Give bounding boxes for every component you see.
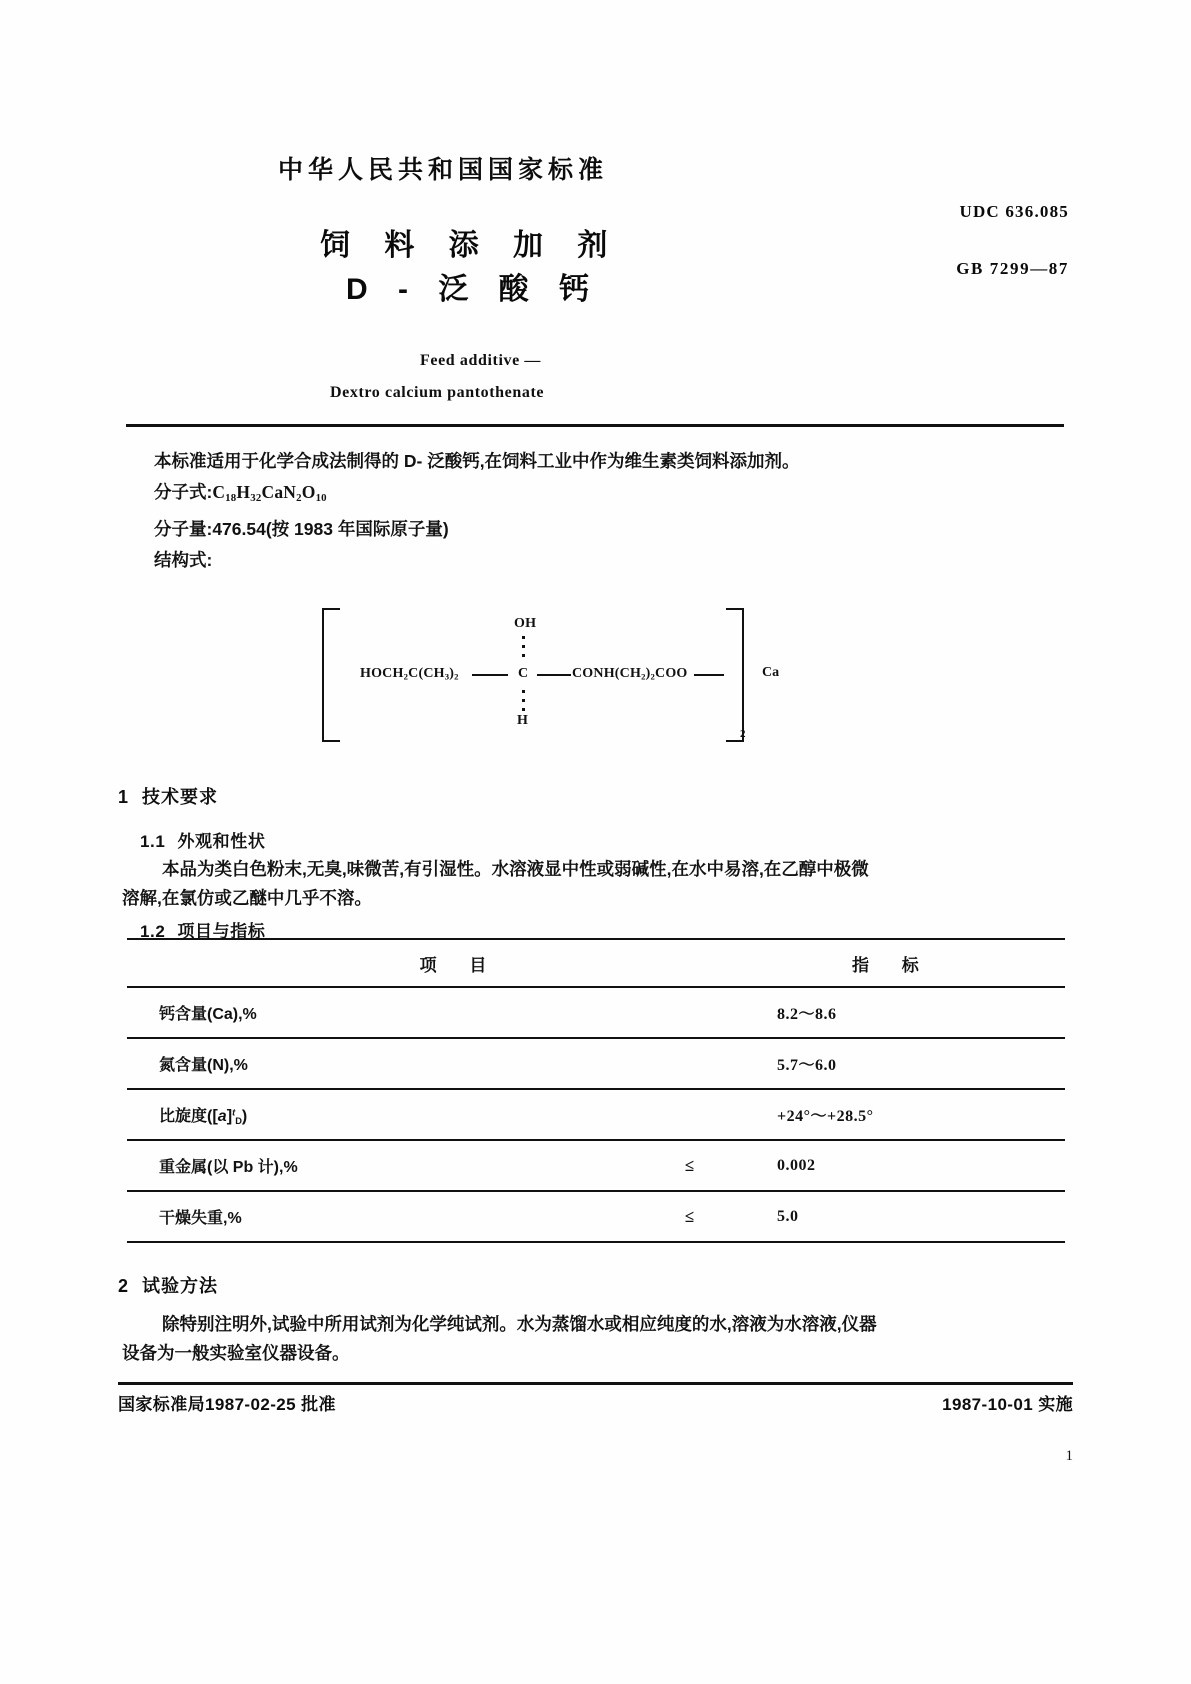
right-fragment: $CONH(CH_2)_2COO$: [572, 666, 688, 682]
section-1-title: 技术要求: [142, 787, 219, 807]
row-item-cell: [127, 987, 642, 1038]
row-item-label: 干燥失重,%: [159, 1210, 242, 1227]
english-title-block: [150, 345, 1050, 409]
bracket-subscript: 2: [740, 728, 746, 740]
row-operator-cell: [642, 1038, 737, 1089]
molecular-weight-line: 分子量:476.54(按 1983 年国际原子量): [154, 519, 449, 540]
section-2-body-line2: 设备为一般实验室仪器设备。: [122, 1343, 350, 1363]
standard-number: GB 7299—87: [956, 259, 1069, 278]
udc-code: UDC 636.085: [959, 202, 1069, 221]
page-number: 1: [1065, 1448, 1073, 1464]
table-row: [127, 987, 1065, 1038]
molecular-formula-label: 分子式:: [154, 482, 213, 502]
bond-up-dotted-icon: [522, 636, 525, 657]
cation-label: Ca: [762, 665, 780, 680]
section-1-1-title: 外观和性状: [177, 832, 266, 851]
center-carbon: C: [518, 666, 529, 681]
row-item-label: 比旋度$([a]^tD)$: [159, 1107, 248, 1126]
molecular-formula-line: [154, 477, 1054, 514]
row-spec-cell: [737, 1089, 1065, 1140]
section-1-1-body: [122, 855, 1052, 913]
english-title-line1: Feed additive —: [420, 351, 541, 369]
row-item-label: 重金属(以 Pb 计),%: [159, 1159, 298, 1176]
section-1-1-number: 1.1: [140, 832, 166, 851]
row-item-cell: [127, 1038, 642, 1089]
hydroxyl-group: OH: [514, 616, 537, 631]
row-item-label: 氮含量(N),%: [159, 1057, 248, 1074]
page-title-line2: D - 泛 酸 钙: [346, 273, 600, 307]
section-1-1-body-line1: 本品为类白色粉末,无臭,味微苦,有引湿性。水溶液显中性或弱碱性,在水中易溶,在乙醇中极微: [162, 859, 869, 879]
row-spec-cell: [737, 1038, 1065, 1089]
scope-paragraph: [154, 446, 1054, 576]
hydrogen-atom: H: [517, 713, 529, 728]
row-item-cell: [127, 1191, 642, 1242]
bond-down-dotted-icon: [522, 690, 525, 711]
specification-table: [127, 938, 1065, 1243]
row-spec-value: 0.002: [777, 1156, 816, 1174]
bond-far-right-icon: [694, 674, 724, 676]
left-fragment: $HOCH_2C(CH_3)_2$: [360, 666, 459, 682]
column-header-indicator: 指 标: [852, 955, 933, 975]
masthead-divider: [126, 424, 1064, 427]
row-operator-cell: [642, 1191, 737, 1242]
row-operator-cell: [642, 987, 737, 1038]
row-item-cell: [127, 1140, 642, 1191]
bracket-right-icon: [726, 608, 744, 742]
row-spec-value: +24°～+28.5°: [777, 1108, 874, 1125]
row-spec-cell: [737, 1140, 1065, 1191]
section-1-heading: [118, 783, 218, 809]
table-header-item-cell: [127, 939, 737, 987]
row-spec-cell: [737, 1191, 1065, 1242]
molecular-formula-value: $C_{18}H_{32}CaN_2O_{10}$: [212, 482, 327, 505]
section-2-body: [122, 1310, 1052, 1368]
section-1-number: 1: [118, 787, 130, 807]
scope-line1: 本标准适用于化学合成法制得的 D- 泛酸钙,在饲料工业中作为维生素类饲料添加剂。: [154, 451, 800, 471]
footer-divider: [118, 1382, 1073, 1385]
structure-label: 结构式:: [154, 550, 213, 571]
bracket-left-icon: [322, 608, 340, 742]
section-2-heading: [118, 1272, 218, 1298]
section-1-2-title: 项目与指标: [177, 922, 266, 941]
section-1-2-number: 1.2: [140, 922, 166, 941]
implementation-info: 1987-10-01 实施: [942, 1395, 1073, 1414]
main-title-block: [150, 224, 1050, 313]
page-title-line1: 饲 料 添 加 剂: [320, 229, 621, 262]
structural-formula-diagram: [322, 608, 780, 740]
section-2-body-line1: 除特别注明外,试验中所用试剂为化学纯试剂。水为蒸馏水或相应纯度的水,溶液为水溶液,仪器: [162, 1314, 877, 1334]
row-operator-cell: [642, 1089, 737, 1140]
bond-left-icon: [472, 674, 508, 676]
section-2-number: 2: [118, 1276, 130, 1296]
bond-right-icon: [537, 674, 571, 676]
table-header-indicator-cell: [737, 939, 1065, 987]
section-1-1-body-line2: 溶解,在氯仿或乙醚中几乎不溶。: [122, 888, 372, 908]
table-row: [127, 1089, 1065, 1140]
table-row: [127, 1191, 1065, 1242]
row-spec-cell: [737, 987, 1065, 1038]
english-title-line2: Dextro calcium pantothenate: [330, 383, 545, 401]
table-header-row: [127, 939, 1065, 987]
row-spec-value: 5.7～6.0: [777, 1057, 837, 1074]
section-1-1-heading: [140, 827, 265, 852]
document-masthead: [150, 150, 1050, 409]
national-standard-label: 中华人民共和国国家标准: [278, 156, 609, 184]
row-operator: ≤: [684, 1206, 695, 1226]
table-row: [127, 1038, 1065, 1089]
row-operator-cell: [642, 1140, 737, 1191]
row-spec-value: 8.2～8.6: [777, 1006, 837, 1023]
approval-info: 国家标准局1987-02-25 批准: [118, 1395, 336, 1414]
column-header-item: 项 目: [419, 955, 501, 975]
section-2-title: 试验方法: [142, 1276, 219, 1296]
row-item-cell: [127, 1089, 642, 1140]
row-operator: ≤: [684, 1155, 695, 1175]
row-item-label: 钙含量(Ca),%: [159, 1006, 257, 1023]
table-row: [127, 1140, 1065, 1191]
row-spec-value: 5.0: [777, 1207, 799, 1225]
